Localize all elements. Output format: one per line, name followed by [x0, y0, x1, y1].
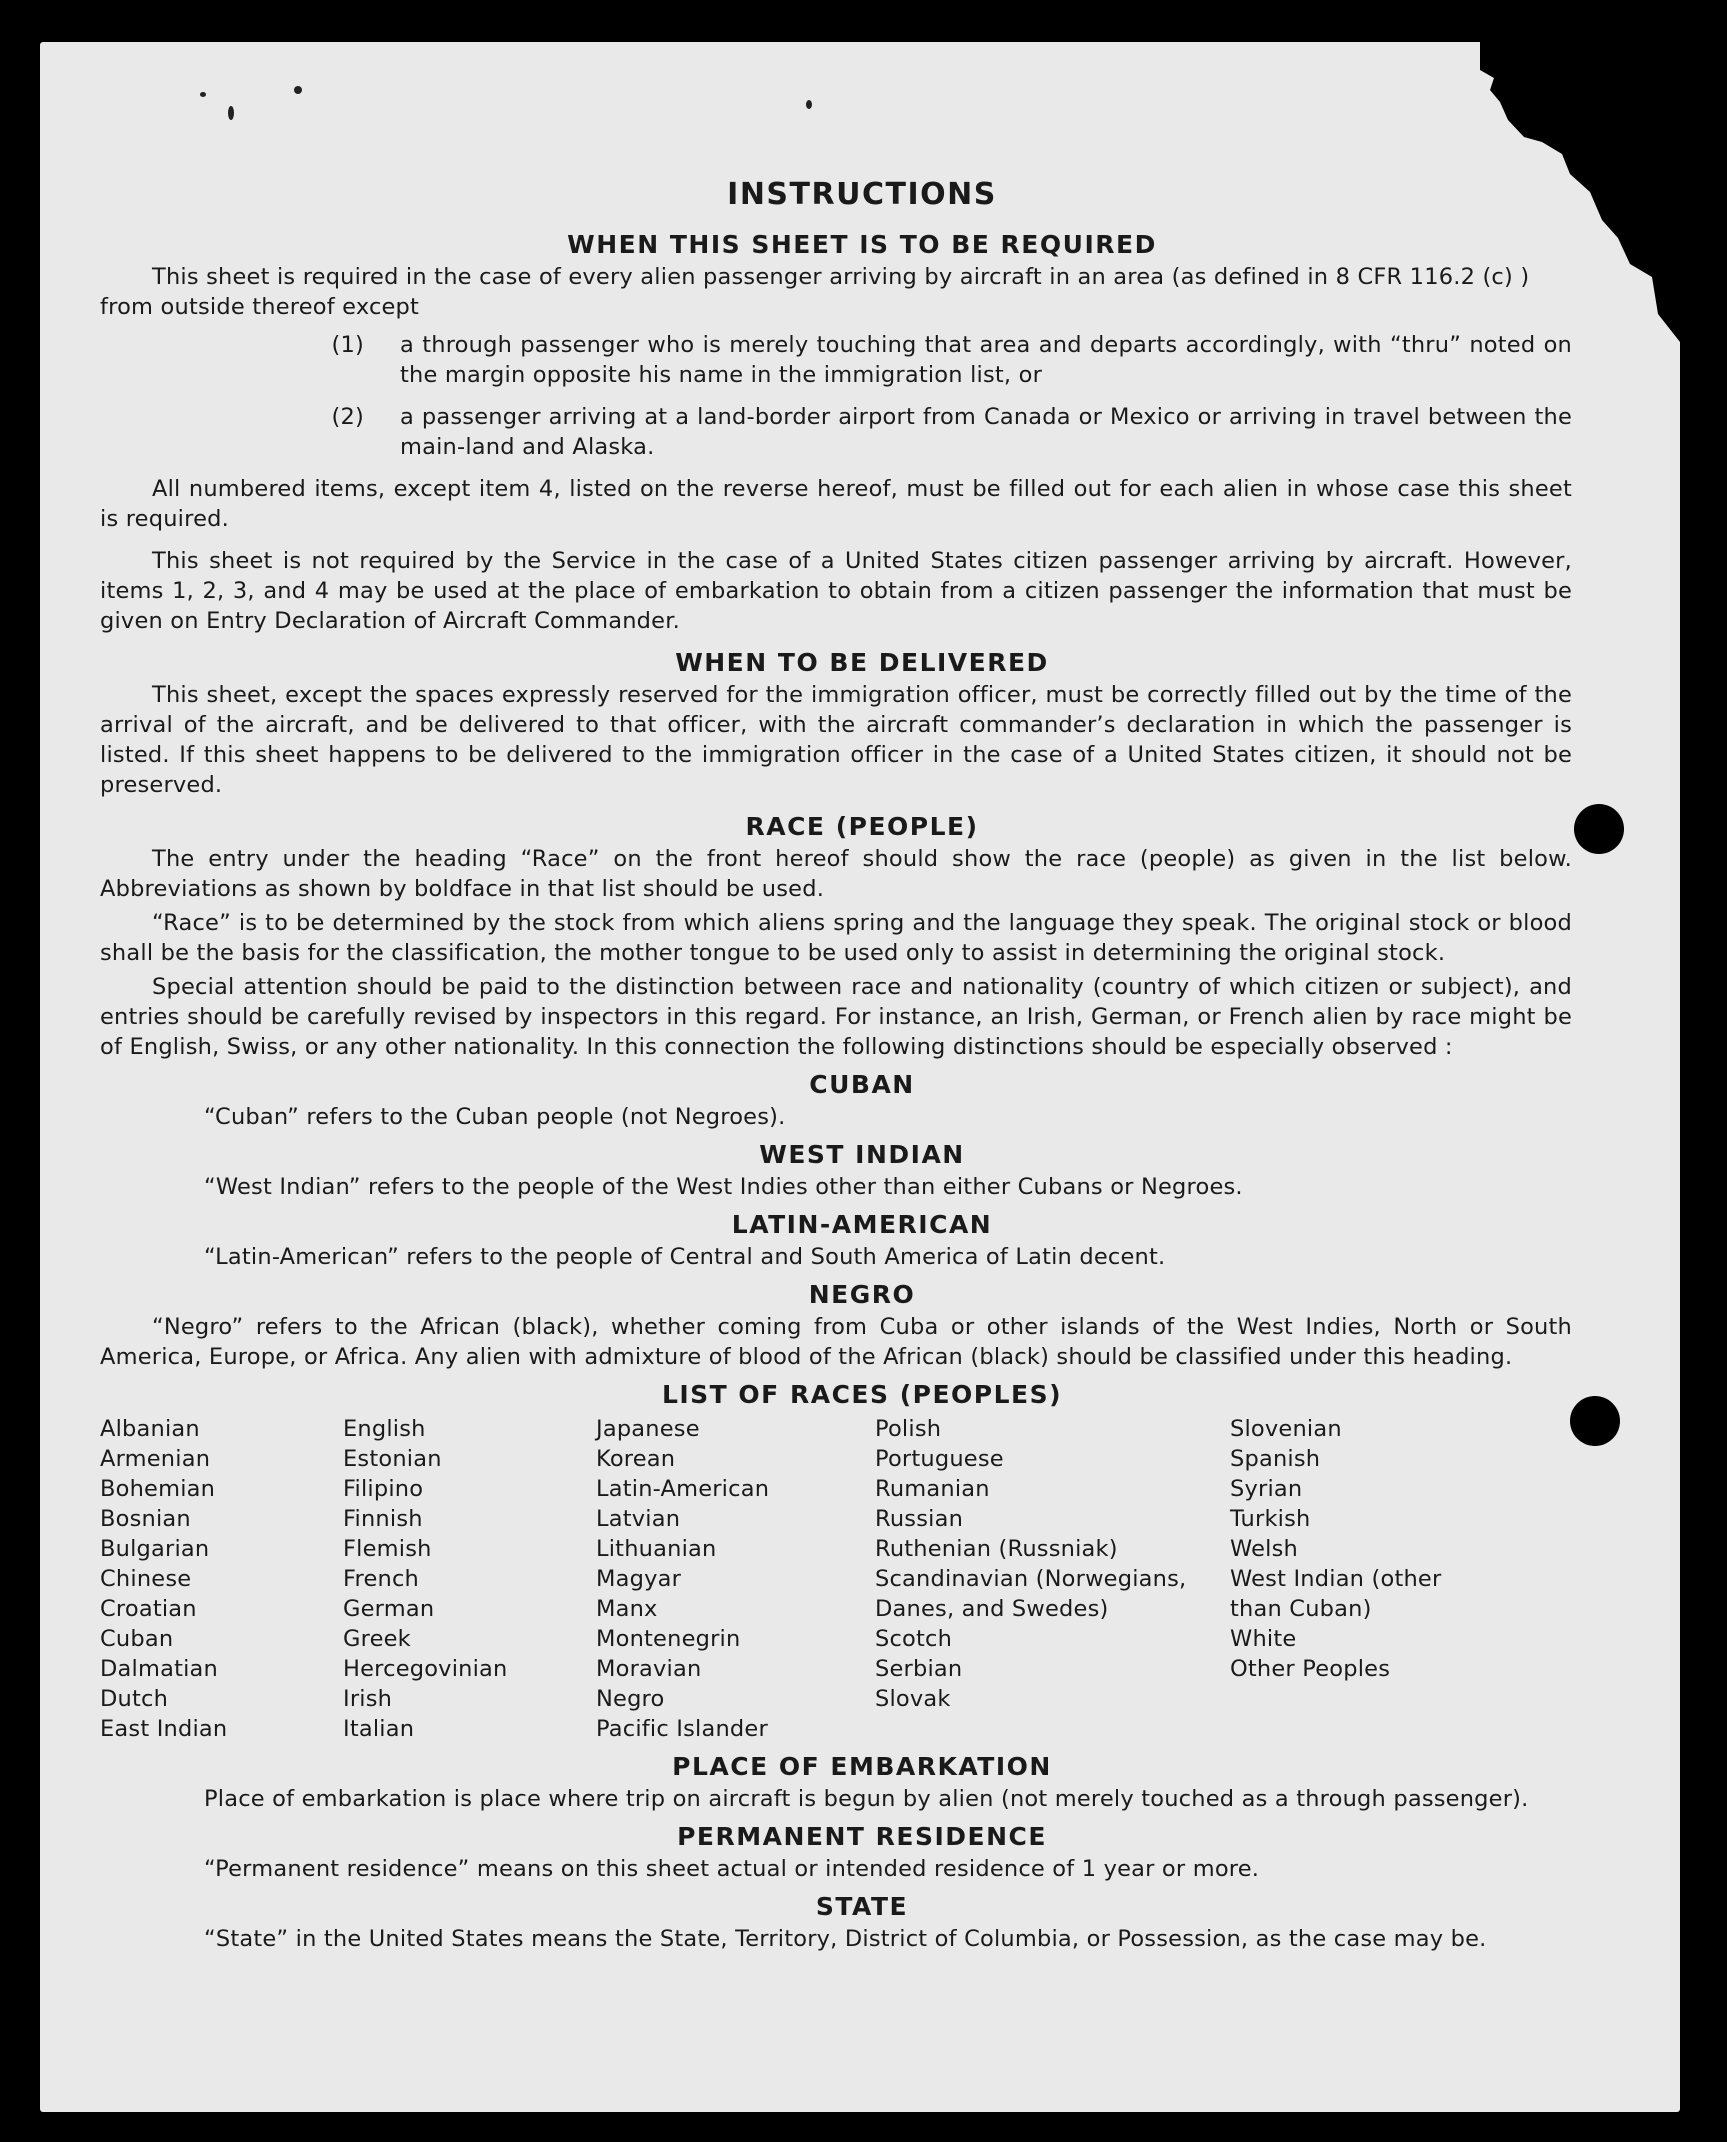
race-item: Filipino: [343, 1476, 424, 1502]
race-paragraph-1: The entry under the heading “Race” on the front hereof should show the race (people) as given in the list below. Abbreviations as shown by boldface in that list should be used.: [100, 846, 1572, 902]
race-item: Pacific Islander: [596, 1716, 768, 1742]
race-item: Estonian: [343, 1446, 442, 1472]
race-item: Ruthenian (Russniak): [875, 1536, 1118, 1562]
heading-race: RACE (PEOPLE): [745, 812, 979, 841]
delivered-paragraph: This sheet, except the spaces expressly reserved for the immigration officer, must be correctly filled out by the time of the arrival of the aircraft, and be delivered to that officer, with the aircraft commander’s declaration in which the passenger is listed. If this sheet happens to be delivered to the immigration officer in the case of a United States citizen, it should not be preserved.: [100, 682, 1572, 798]
race-item: Moravian: [596, 1656, 702, 1682]
race-item: Bohemian: [100, 1476, 216, 1502]
heading-residence: PERMANENT RESIDENCE: [677, 1822, 1047, 1851]
race-item: East Indian: [100, 1716, 228, 1742]
embarkation-text: Place of embarkation is place where trip on aircraft is begun by alien (not merely touched as a through passenger).: [204, 1786, 1529, 1812]
race-item: Scotch: [875, 1626, 953, 1652]
race-item: Irish: [343, 1686, 393, 1712]
speck: [294, 86, 302, 94]
race-item: English: [343, 1416, 426, 1442]
race-item: White: [1230, 1626, 1297, 1652]
exception-item-2: [100, 402, 1572, 462]
speck: [806, 100, 812, 109]
race-item: Manx: [596, 1596, 658, 1622]
exception-text: a passenger arriving at a land-border airport from Canada or Mexico or arriving in travel between the main-land and Alaska.: [400, 404, 1572, 460]
races-column-4: [875, 1414, 1230, 1744]
latin-american-text: “Latin-American” refers to the people of Central and South America of Latin decent.: [204, 1244, 1166, 1270]
race-item: Hercegovinian: [343, 1656, 508, 1682]
race-item: Negro: [596, 1686, 665, 1712]
speck: [200, 92, 206, 97]
west-indian-text: “West Indian” refers to the people of the West Indies other than either Cubans or Negroes.: [204, 1174, 1243, 1200]
state-text: “State” in the United States means the State, Territory, District of Columbia, or Possession, as the case may be.: [204, 1926, 1487, 1952]
race-item: German: [343, 1596, 435, 1622]
race-item: Portuguese: [875, 1446, 1004, 1472]
race-item: Montenegrin: [596, 1626, 741, 1652]
heading-negro: NEGRO: [808, 1280, 916, 1309]
race-item: Spanish: [1230, 1446, 1321, 1472]
heading-west-indian: WEST INDIAN: [759, 1140, 965, 1169]
exception-text: a through passenger who is merely touching that area and departs accordingly, with “thru” noted on the margin opposite his name in the immigration list, or: [400, 332, 1572, 388]
exception-item-1: [100, 330, 1572, 390]
race-item: Slovenian: [1230, 1416, 1342, 1442]
race-item: Russian: [875, 1506, 964, 1532]
race-item: Scandinavian (Norwegians, Danes, and Swedes): [875, 1566, 1187, 1622]
negro-paragraph: “Negro” refers to the African (black), whether coming from Cuba or other islands of the West Indies, North or South America, Europe, or Africa. Any alien with admixture of blood of the African (black) should be classified under this heading.: [100, 1314, 1572, 1370]
races-column-2: [343, 1414, 596, 1744]
race-item: Korean: [596, 1446, 676, 1472]
race-item: Turkish: [1230, 1506, 1311, 1532]
race-paragraph-3: Special attention should be paid to the distinction between race and nationality (country of which citizen or subject), and entries should be carefully revised by inspectors in this regard. For instance, an Irish, German, or French alien by race might be of English, Swiss, or any other nationality. In this connection the following distinctions should be especially observed :: [100, 974, 1572, 1060]
race-item: Dutch: [100, 1686, 169, 1712]
residence-text: “Permanent residence” means on this sheet actual or intended residence of 1 year or more.: [204, 1856, 1260, 1882]
race-item: Finnish: [343, 1506, 423, 1532]
race-item: West Indian (other than Cuban): [1230, 1566, 1442, 1622]
heading-state: STATE: [815, 1892, 909, 1921]
races-column-3: [596, 1414, 875, 1744]
race-item: Armenian: [100, 1446, 211, 1472]
race-item: Lithuanian: [596, 1536, 717, 1562]
race-paragraph-2: “Race” is to be determined by the stock from which aliens spring and the language they speak. The original stock or blood shall be the basis for the classification, the mother tongue to be used only to assist in determining the original stock.: [100, 910, 1572, 966]
race-item: Japanese: [596, 1416, 700, 1442]
race-item: Bulgarian: [100, 1536, 210, 1562]
heading-list-of-races: LIST OF RACES (PEOPLES): [661, 1380, 1063, 1409]
race-item: Italian: [343, 1716, 415, 1742]
race-item: Greek: [343, 1626, 411, 1652]
race-item: Bosnian: [100, 1506, 191, 1532]
speck: [228, 106, 234, 120]
race-item: Latin-American: [596, 1476, 770, 1502]
heading-required: WHEN THIS SHEET IS TO BE REQUIRED: [567, 230, 1157, 259]
race-item: Cuban: [100, 1626, 174, 1652]
race-item: Magyar: [596, 1566, 682, 1592]
race-item: Dalmatian: [100, 1656, 218, 1682]
heading-cuban: CUBAN: [809, 1070, 915, 1099]
race-item: Croatian: [100, 1596, 197, 1622]
punch-hole-bottom: [1570, 1396, 1620, 1446]
race-item: Flemish: [343, 1536, 432, 1562]
required-intro: This sheet is required in the case of every alien passenger arriving by aircraft in an area (as defined in 8 CFR 116.2 (c) ) from outside thereof except: [100, 264, 1530, 320]
race-item: Chinese: [100, 1566, 192, 1592]
race-item: Welsh: [1230, 1536, 1299, 1562]
heading-delivered: WHEN TO BE DELIVERED: [675, 648, 1049, 677]
race-item: Serbian: [875, 1656, 963, 1682]
heading-latin-american: LATIN-AMERICAN: [731, 1210, 993, 1239]
instructions-content: [100, 177, 1572, 1962]
race-item: Slovak: [875, 1686, 951, 1712]
heading-embarkation: PLACE OF EMBARKATION: [672, 1752, 1052, 1781]
punch-hole-top: [1574, 804, 1624, 854]
race-item: Albanian: [100, 1416, 200, 1442]
race-item: Polish: [875, 1416, 942, 1442]
required-paragraph-2: All numbered items, except item 4, listed on the reverse hereof, must be filled out for each alien in whose case this sheet is required.: [100, 476, 1572, 532]
race-item: Other Peoples: [1230, 1656, 1391, 1682]
exception-number: (2): [331, 404, 364, 430]
race-item: French: [343, 1566, 419, 1592]
races-column-5: [1230, 1414, 1520, 1744]
races-list: [100, 1414, 1572, 1744]
required-paragraph-3: This sheet is not required by the Service in the case of a United States citizen passenger arriving by aircraft. However, items 1, 2, 3, and 4 may be used at the place of embarkation to obtain from a citizen passenger the information that must be given on Entry Declaration of Aircraft Commander.: [100, 548, 1572, 634]
page-title: INSTRUCTIONS: [727, 177, 997, 212]
race-item: Syrian: [1230, 1476, 1303, 1502]
cuban-text: “Cuban” refers to the Cuban people (not Negroes).: [204, 1104, 786, 1130]
races-column-1: [100, 1414, 343, 1744]
race-item: Latvian: [596, 1506, 681, 1532]
race-item: Rumanian: [875, 1476, 990, 1502]
exception-number: (1): [331, 332, 364, 358]
